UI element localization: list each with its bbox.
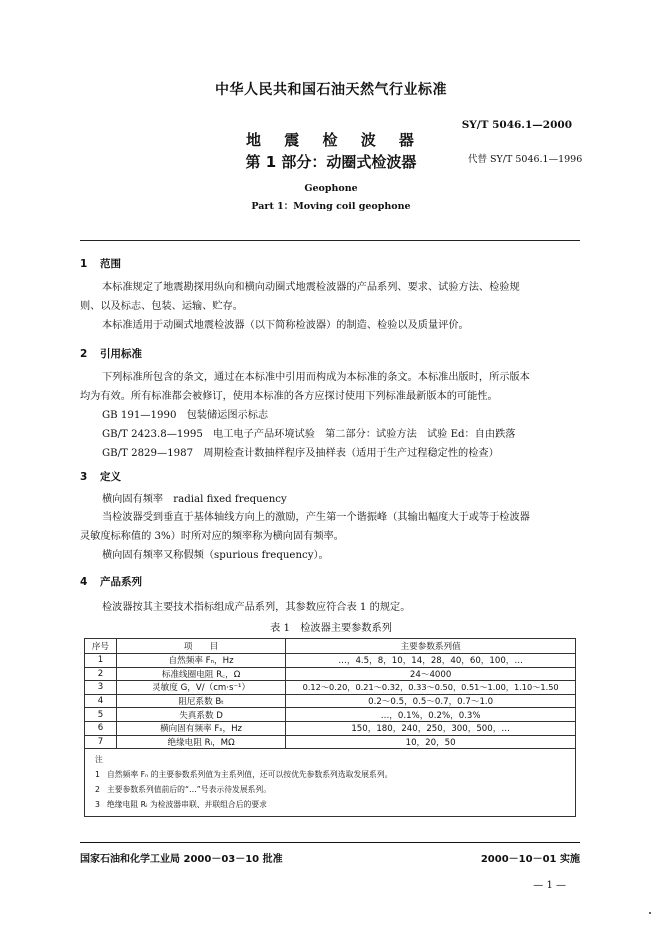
table-row — [85, 708, 576, 722]
table-cell: 横向固有频率 Fₛ，Hz — [116, 721, 285, 735]
document-title: 地 震 检 波 器 — [246, 131, 416, 149]
section-title: 定义 — [100, 471, 121, 483]
section-number: 2 — [80, 348, 88, 360]
standard-number: SY/T 5046.1—2000 — [461, 119, 572, 131]
header-cell: 主要参数系列值 — [286, 639, 576, 654]
table-cell: 3 — [85, 681, 117, 695]
note-item — [95, 767, 575, 782]
table-row — [85, 735, 576, 749]
header-cell: 项 目 — [116, 639, 285, 654]
approval-statement: 国家石油和化学工业局 2000－03－10 批准 — [80, 854, 283, 865]
header-divider — [80, 240, 580, 241]
table-cell: 绝缘电阻 Rᵢ，MΩ — [116, 735, 285, 749]
section-number: 4 — [80, 576, 88, 588]
text-line: 本标准规定了地震勘探用纵向和横向动圈式地震检波器的产品系列、要求、试验方法、检验规 — [102, 282, 520, 293]
english-title: Geophone — [304, 183, 358, 194]
table-cell: 6 — [85, 721, 117, 735]
note-item — [95, 782, 575, 797]
replaces-standard: 代替 SY/T 5046.1—1996 — [468, 154, 583, 165]
note-item — [95, 797, 575, 812]
text-line: 灵敏度标称值的 3%）时所对应的频率称为横向固有频率。 — [80, 531, 344, 542]
reference-item: GB/T 2829—1987 周期检查计数抽样程序及抽样表（适用于生产过程稳定性的检查） — [102, 448, 499, 459]
table-cell: 灵敏度 G，V/（cm·s⁻¹） — [116, 681, 285, 695]
table-row — [85, 654, 576, 668]
section-title: 范围 — [100, 258, 121, 270]
table-cell: 失真系数 D — [116, 708, 285, 722]
table-caption: 表 1 检波器主要参数系列 — [270, 623, 392, 634]
text-line: 均为有效。所有标准都会被修订，使用本标准的各方应探讨使用下列标准最新版本的可能性。 — [80, 391, 498, 402]
table-cell: 10，20，50 — [286, 735, 576, 749]
section-3-heading — [80, 469, 121, 484]
effective-date: 2000－10－01 实施 — [480, 854, 580, 865]
table-cell: …，0.1%，0.2%，0.3% — [286, 708, 576, 722]
section-title: 产品系列 — [100, 576, 142, 588]
table-cell: 150，180，240，250，300，500，… — [286, 721, 576, 735]
table-cell: 2 — [85, 667, 117, 681]
table-cell: 7 — [85, 735, 117, 749]
table-cell: 0.2～0.5，0.5～0.7，0.7～1.0 — [286, 694, 576, 708]
scan-speck — [649, 912, 651, 914]
definition-alias: 横向固有频率又称假频（spurious frequency）。 — [102, 550, 329, 561]
text-line: 当检波器受到垂直于基体轴线方向上的激励，产生第一个谐振峰（其输出幅度大于或等于检波器 — [102, 512, 530, 523]
issuing-body-title: 中华人民共和国石油天然气行业标准 — [215, 82, 447, 98]
reference-item: GB/T 2423.8—1995 电工电子产品环境试验 第二部分：试验方法 试验 Ed：自由跌落 — [102, 429, 516, 440]
section-number: 1 — [80, 258, 88, 270]
page-number: — 1 — — [533, 880, 566, 891]
table-cell: 5 — [85, 708, 117, 722]
table-cell: 自然频率 Fₙ，Hz — [116, 654, 285, 668]
table-row — [85, 721, 576, 735]
parameter-table — [84, 638, 576, 817]
table-notes — [85, 749, 576, 817]
note-text: 绝缘电阻 Rᵢ 为检波器串联、并联组合后的要求 — [107, 800, 267, 810]
section-4-paragraph: 检波器按其主要技术指标组成产品系列，其参数应符合表 1 的规定。 — [102, 602, 411, 613]
definition-term: 横向固有频率 radial fixed frequency — [102, 494, 287, 505]
table-notes-row — [85, 749, 576, 817]
section-number: 3 — [80, 471, 88, 483]
note-text: 自然频率 Fₙ 的主要参数系列值为主系列值，还可以按优先参数系列选取发展系列。 — [107, 770, 393, 780]
table-row — [85, 694, 576, 708]
section-1-paragraph-1 — [80, 278, 580, 316]
text-line: 则、以及标志、包装、运输、贮存。 — [80, 301, 243, 312]
table-row — [85, 667, 576, 681]
note-number: 2 — [95, 785, 100, 795]
table-cell: 阻尼系数 Bₜ — [116, 694, 285, 708]
text-line: 下列标准所包含的条文，通过在本标准中引用而构成为本标准的条文。本标准出版时，所示版本 — [102, 372, 530, 383]
reference-item: GB 191—1990 包装储运图示标志 — [102, 410, 269, 421]
table-cell: 1 — [85, 654, 117, 668]
section-2-paragraph — [80, 368, 580, 406]
footer-divider — [80, 842, 580, 843]
table-cell: …，4.5，8，10，14，28，40，60，100，… — [286, 654, 576, 668]
note-number: 3 — [95, 800, 100, 810]
definition-text — [80, 508, 580, 546]
english-subtitle: Part 1：Moving coil geophone — [251, 201, 411, 212]
section-2-heading — [80, 346, 142, 361]
section-4-heading — [80, 574, 142, 589]
section-1-heading — [80, 256, 121, 271]
section-title: 引用标准 — [100, 348, 142, 360]
table-row — [85, 681, 576, 695]
note-text: 主要参数系列值前后的“…”号表示待发展系列。 — [107, 785, 272, 795]
table-cell: 4 — [85, 694, 117, 708]
table-cell: 24～4000 — [286, 667, 576, 681]
table-cell: 标准线圈电阻 R꜀，Ω — [116, 667, 285, 681]
notes-title: 注 — [95, 755, 103, 765]
note-number: 1 — [95, 770, 100, 780]
table-header-row — [85, 639, 576, 654]
document-subtitle: 第 1 部分：动圈式检波器 — [245, 153, 417, 171]
section-1-paragraph-2: 本标准适用于动圈式地震检波器（以下简称检波器）的制造、检验以及质量评价。 — [102, 320, 469, 331]
header-cell: 序号 — [85, 639, 117, 654]
table-cell: 0.12～0.20，0.21～0.32，0.33～0.50，0.51～1.00，1.10～1.50 — [286, 681, 576, 695]
